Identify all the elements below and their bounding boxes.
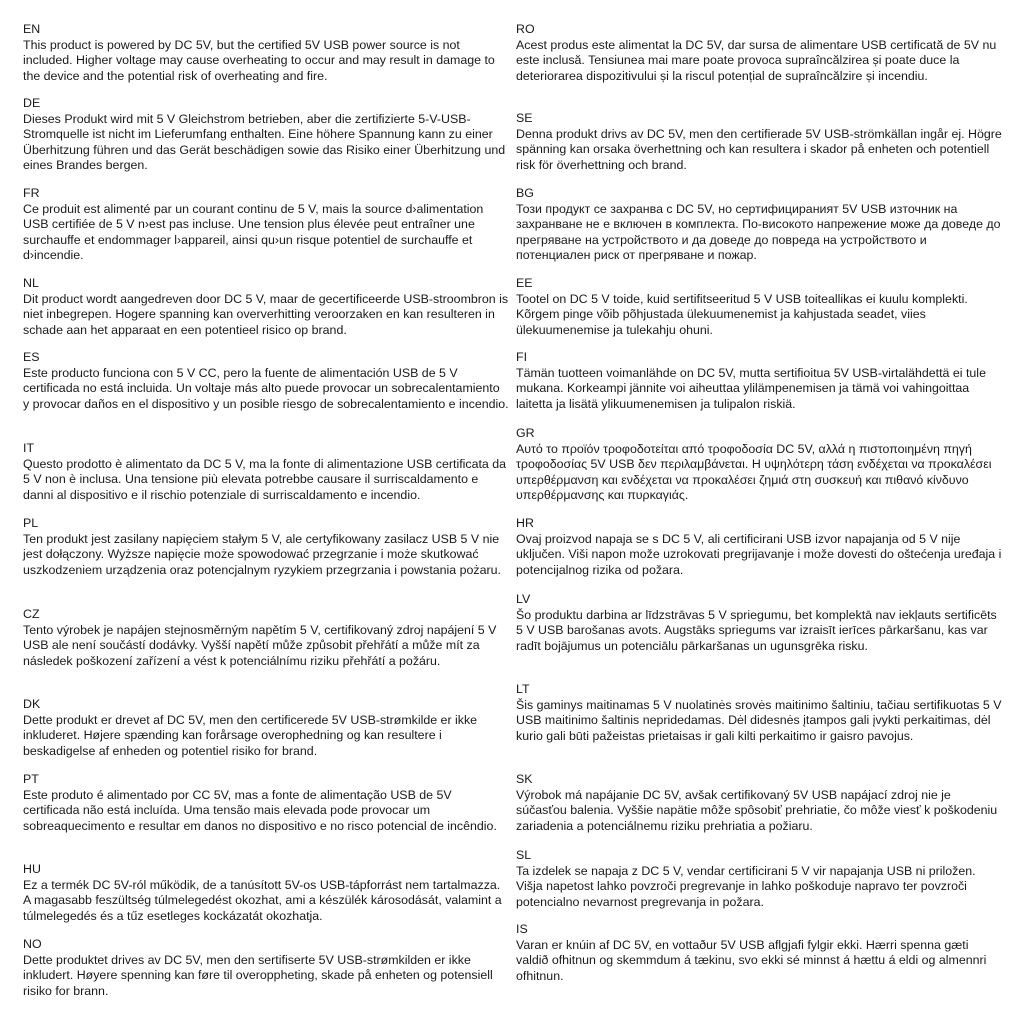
language-code: BG: [516, 186, 534, 200]
section-cz: [23, 607, 509, 669]
section-gr: [516, 426, 1002, 504]
section-pt: [23, 772, 509, 834]
notice-text: Este produto é alimentado por CC 5V, mas a fonte de alimentação USB de 5V certificada não está incluída. Uma tensão mais elevada pode provocar um sobreaquecimento e resultar em danos no dispositivo e no risco potencial de incêndio.: [23, 787, 497, 833]
notice-text: Ce produit est alimenté par un courant continu de 5 V, mais la source d›alimentation USB certifiée de 5 V n›est pas incluse. Une tension plus élevée peut entraîner une surchauffe et endommager l›appareil, ainsi qu›un risque potentiel de surchauffe et d›incendie.: [23, 201, 484, 263]
section-hr: [516, 516, 1002, 578]
notice-text: Ez a termék DC 5V-ról működik, de a tanúsított 5V-os USB-tápforrást nem tartalmazza. A magasabb feszültség túlmelegedést okozhat, ami a készülék károsodását, valamint a túlmelegedés és a tűz esetleges kockázatát okozhatja.: [23, 877, 502, 923]
section-ro: [516, 22, 1002, 84]
section-is: [516, 922, 1002, 984]
language-code: HU: [23, 862, 41, 876]
notice-text: Ten produkt jest zasilany napięciem stałym 5 V, ale certyfikowany zasilacz USB 5 V nie jest dołączony. Wyższe napięcie może spowodować przegrzanie i może skutkować uszkodzeniem urządzenia oraz potencjalnym ryzykiem przegrzania i powstania pożaru.: [23, 531, 501, 577]
section-bg: [516, 186, 1002, 264]
language-code: LV: [516, 592, 531, 606]
notice-text: This product is powered by DC 5V, but the certified 5V USB power source is not included. Higher voltage may cause overheating to occur and may result in damage to the device and the potential risk of overheating and fire.: [23, 37, 495, 83]
notice-text: Dieses Produkt wird mit 5 V Gleichstrom betrieben, aber die zertifizierte 5-V-USB-Stromquelle ist nicht im Lieferumfang enthalten. Eine höhere Spannung kann zu einer Überhitzung führen und das Gerät beschädigen sowie das Risiko einer Überhitzung und eines Brandes bergen.: [23, 111, 506, 173]
notice-text: Questo prodotto è alimentato da DC 5 V, ma la fonte di alimentazione USB certificata da 5 V non è inclusa. Una tensione più elevata potrebbe causare il surriscaldamento e danni al dispositivo e il rischio potenziale di surriscaldamento e incendio.: [23, 456, 507, 502]
section-fr: [23, 186, 509, 264]
notice-text: Tootel on DC 5 V toide, kuid sertifitseeritud 5 V USB toiteallikas ei kuulu komplekti. Kõrgem pinge võib põhjustada ülekuumenemist ja kahjustada seadet, viies ülekuumenemise ja tulekahju ohuni.: [516, 291, 968, 337]
section-se: [516, 111, 1002, 173]
notice-text: Ta izdelek se napaja z DC 5 V, vendar certificirani 5 V vir napajanja USB ni priložen. Višja napetost lahko povzroči pregrevanje in lahko poškoduje napravo ter povzroči potencialno nevarnost pregrevanja in požara.: [516, 863, 976, 909]
section-de: [23, 96, 509, 174]
language-code: SL: [516, 848, 532, 862]
section-sk: [516, 772, 1002, 834]
language-code: GR: [516, 426, 535, 440]
section-ee: [516, 276, 1002, 338]
section-en: [23, 22, 509, 84]
language-code: CZ: [23, 607, 40, 621]
notice-text: Dette produkt er drevet af DC 5V, men den certificerede 5V USB-strømkilde er ikke inkluderet. Højere spænding kan forårsage overophedning og kan resultere i beskadigelse af enheden og potentiel risiko for brand.: [23, 712, 478, 758]
language-code: IT: [23, 441, 35, 455]
section-sl: [516, 848, 1002, 910]
section-pl: [23, 516, 509, 578]
language-code: PL: [23, 516, 39, 530]
language-code: NO: [23, 937, 42, 951]
section-es: [23, 350, 509, 412]
notice-text: Šis gaminys maitinamas 5 V nuolatinės srovės maitinimo šaltiniu, tačiau sertifikuotas 5 V USB maitinimo šaltinis nepridedamas. Dėl didesnės įtampos gali įvykti perkaitimas, dėl kurio gali būti pažeistas prietaisas ir gali kilti perkaitimo ir gaisro pavojus.: [516, 697, 1002, 743]
section-it: [23, 441, 509, 503]
section-no: [23, 937, 509, 999]
section-lt: [516, 682, 1002, 744]
notice-text: Šo produktu darbina ar līdzstrāvas 5 V spriegumu, bet komplektā nav iekļauts sertificēts 5 V USB barošanas avots. Augstāks spriegums var izraisīt ierīces pārkaršanu, kas var radīt bojājumus un potenciālu pārkaršanas un ugunsgrēka risku.: [516, 607, 997, 653]
notice-text: Tämän tuotteen voimanlähde on DC 5V, mutta sertifioitua 5V USB-virtalähdettä ei tule mukana. Korkeampi jännite voi aiheuttaa ylilämpenemisen ja tämä voi vahingoittaa laitetta ja lisätä ylikuumenemisen ja tulipalon riskiä.: [516, 365, 986, 411]
language-code: FR: [23, 186, 40, 200]
notice-text: Este producto funciona con 5 V CC, pero la fuente de alimentación USB de 5 V certificada no está incluida. Un voltaje más alto puede provocar un sobrecalentamiento y provocar daños en el dispositivo y un posible riesgo de sobrecalentamiento e incendio.: [23, 365, 509, 411]
language-code: ES: [23, 350, 40, 364]
section-nl: [23, 276, 509, 338]
language-code: FI: [516, 350, 528, 364]
notice-text: Ovaj proizvod napaja se s DC 5 V, ali certificirani USB izvor napajanja od 5 V nije uključen. Viši napon može uzrokovati pregrijavanje i može dovesti do oštećenja uređaja i potencijalnog rizika od požara.: [516, 531, 1002, 577]
notice-text: Varan er knúin af DC 5V, en vottaður 5V USB aflgjafi fylgir ekki. Hærri spenna gæti valdið ofhitnun og skemmdum á tækinu, svo ekki sé minnst á hættu á eldi og almennri ofhitnun.: [516, 937, 987, 983]
language-code: SK: [516, 772, 533, 786]
language-code: RO: [516, 22, 535, 36]
language-code: DE: [23, 96, 41, 110]
notice-text: Αυτό το προϊόν τροφοδοτείται από τροφοδοσία DC 5V, αλλά η πιστοποιημένη πηγή τροφοδοσίας 5V USB δεν περιλαμβάνεται. Η υψηλότερη τάση ενδέχεται να προκαλέσει υπερθέρμανση και ενδέχεται να προκαλέσει ζημιά στη συσκευή και πιθανό κίνδυνο υπερθέρμανσης και πυρκαγιάς.: [516, 441, 992, 503]
language-code: NL: [23, 276, 39, 290]
notice-text: Acest produs este alimentat la DC 5V, dar sursa de alimentare USB certificată de 5V nu este inclusă. Tensiunea mai mare poate provoca supraîncălzirea și poate duce la deteriorarea dispozitivului și la riscul potențial de supraîncălzire și incendiu.: [516, 37, 997, 83]
section-lv: [516, 592, 1002, 654]
language-code: SE: [516, 111, 533, 125]
section-dk: [23, 697, 509, 759]
notice-text: Tento výrobek je napájen stejnosměrným napětím 5 V, certifikovaný zdroj napájení 5 V USB ale není součástí dodávky. Vyšší napětí může způsobit přehřátí a může mít za následek poškození zařízení a vést k potenciálnímu riziku přehřátí a požáru.: [23, 622, 497, 668]
language-code: EE: [516, 276, 533, 290]
language-code: PT: [23, 772, 39, 786]
notice-text: Този продукт се захранва с DC 5V, но сертифицираният 5V USB източник на захранване не е включен в комплекта. По-високото напрежение може да доведе до прегряване на устройството и да доведе до повреда на устройството и потенциален риск от прегряване и пожар.: [516, 201, 1001, 263]
notice-text: Dette produktet drives av DC 5V, men den sertifiserte 5V USB-strømkilden er ikke inkludert. Høyere spenning kan føre til overoppheting, skade på enheten og potensiell risiko for brann.: [23, 952, 493, 998]
section-fi: [516, 350, 1002, 412]
language-code: EN: [23, 22, 41, 36]
notice-text: Dit product wordt aangedreven door DC 5 V, maar de gecertificeerde USB-stroombron is niet inbegrepen. Hogere spanning kan oververhitting veroorzaken en kan resulteren in schade aan het apparaat en een potentieel risico op brand.: [23, 291, 509, 337]
language-code: DK: [23, 697, 41, 711]
language-code: IS: [516, 922, 528, 936]
language-code: LT: [516, 682, 530, 696]
notice-text: Denna produkt drivs av DC 5V, men den certifierade 5V USB-strömkällan ingår ej. Högre spänning kan orsaka överhettning och kan resultera i skador på enheten och potentiell risk för överhettning och brand.: [516, 126, 1002, 172]
language-code: HR: [516, 516, 534, 530]
section-hu: [23, 862, 509, 924]
notice-text: Výrobok má napájanie DC 5V, avšak certifikovaný 5V USB napájací zdroj nie je súčasťou balenia. Vyššie napätie môže spôsobiť prehriatie, čo môže viesť k poškodeniu zariadenia a potenciálnemu riziku prehriatia a požiaru.: [516, 787, 998, 833]
